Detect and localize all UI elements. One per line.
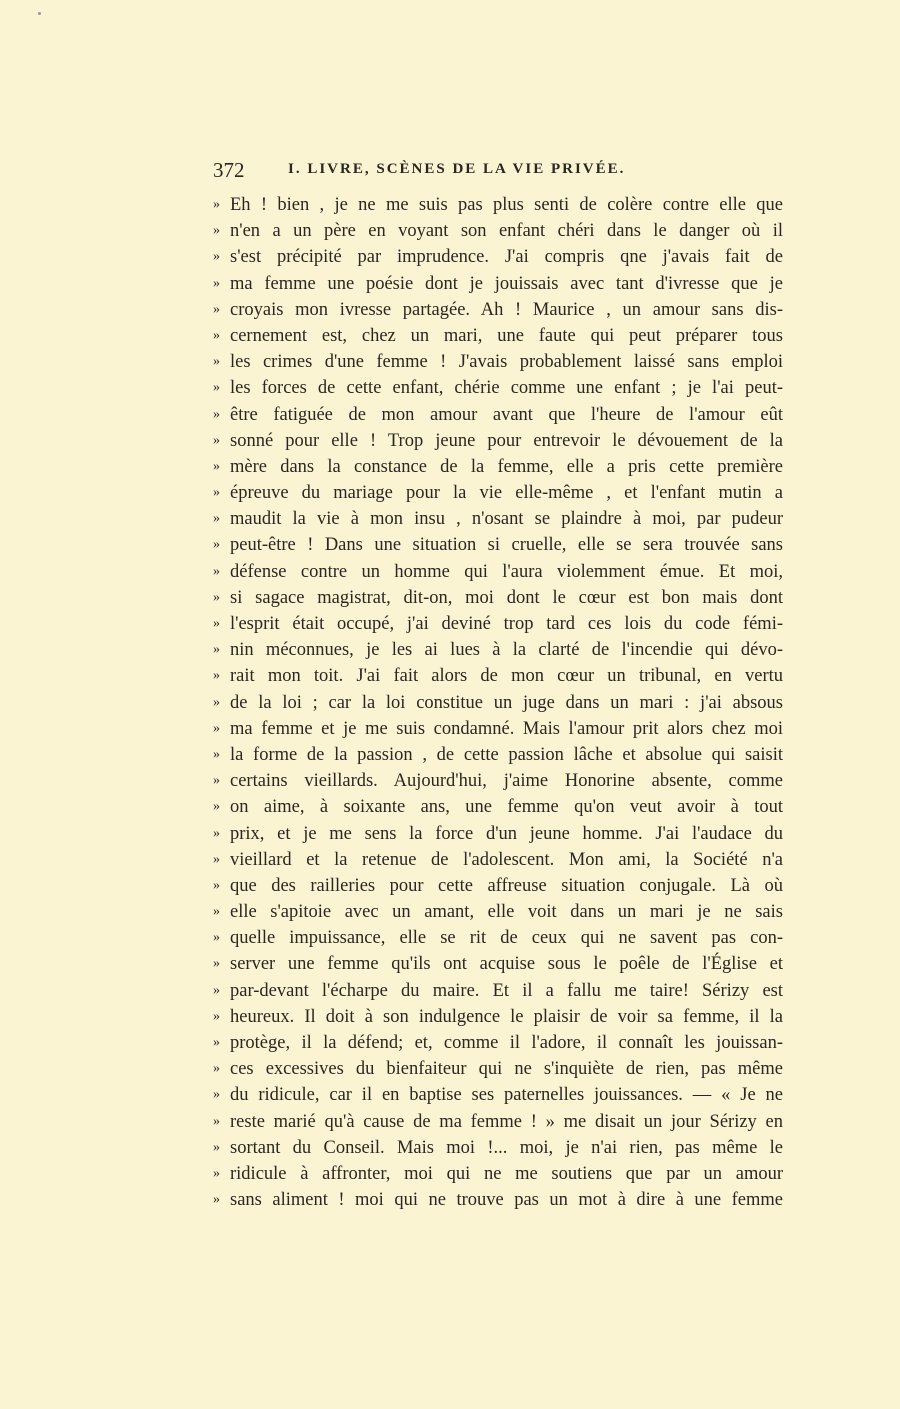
quote-mark: » (213, 1087, 220, 1103)
line-text: défense contre un homme qui l'aura violemment émue. Et moi, (230, 561, 783, 582)
line-text: sonné pour elle ! Trop jeune pour entrevoir le dévouement de la (230, 430, 783, 451)
line-text: nin méconnues, je les ai lues à la clarté de l'incendie qui dévo- (230, 640, 783, 661)
line-text: ces excessives du bienfaiteur qui ne s'inquiète de rien, pas même (230, 1059, 783, 1080)
page-number: 372 (213, 158, 245, 182)
line-text: vieillard et la retenue de l'adolescent. Mon ami, la Société n'a (230, 849, 783, 870)
line-text: les crimes d'une femme ! J'avais probablement laissé sans emploi (230, 352, 783, 373)
text-line (213, 716, 783, 742)
text-line (213, 951, 783, 977)
quote-mark: » (213, 746, 220, 762)
quote-mark: » (213, 642, 220, 658)
line-text: si sagace magistrat, dit-on, moi dont le cœur est bon mais dont (230, 587, 783, 608)
quote-mark: » (213, 825, 220, 841)
line-text: de la loi ; car la loi constitue un juge dans un mari : j'ai absous (230, 692, 783, 713)
text-line (213, 480, 783, 506)
running-header (213, 158, 783, 184)
quote-mark: » (213, 1139, 220, 1155)
line-text: reste marié qu'à cause de ma femme ! » me disait un jour Sérizy en (230, 1111, 783, 1132)
text-line (213, 1056, 783, 1082)
line-text: peut-être ! Dans une situation si cruelle, elle se sera trouvée sans (230, 535, 783, 556)
quote-mark: » (213, 275, 220, 291)
quote-mark: » (213, 1192, 220, 1208)
quote-mark: » (213, 1061, 220, 1077)
line-text: rait mon toit. J'ai fait alors de mon cœur un tribunal, en vertu (230, 666, 783, 687)
line-text: épreuve du mariage pour la vie elle-même , et l'enfant mutin a (230, 483, 783, 504)
text-line (213, 794, 783, 820)
line-text: maudit la vie à mon insu , n'osant se plaindre à moi, par pudeur (230, 509, 783, 530)
text-line (213, 323, 783, 349)
line-text: Eh ! bien , je ne me suis pas plus senti de colère contre elle que (230, 195, 783, 215)
quote-mark: » (213, 668, 220, 684)
quote-mark: » (213, 354, 220, 370)
text-line (213, 899, 783, 925)
text-line (213, 559, 783, 585)
line-text: elle s'apitoie avec un amant, elle voit dans un mari je ne sais (230, 902, 783, 923)
line-text: cernement est, chez un mari, une faute qui peut préparer tous (230, 325, 783, 346)
text-line (213, 1161, 783, 1187)
text-line (213, 1004, 783, 1030)
quote-mark: » (213, 197, 220, 212)
text-line (213, 454, 783, 480)
quote-mark: » (213, 485, 220, 501)
quote-mark: » (213, 799, 220, 815)
running-title: I. LIVRE, SCÈNES DE LA VIE PRIVÉE. (288, 161, 626, 177)
quote-mark: » (213, 327, 220, 343)
line-text: du ridicule, car il en baptise ses paternelles jouissances. — « Je ne (230, 1085, 783, 1106)
text-line (213, 978, 783, 1004)
line-text: ma femme une poésie dont je jouissais avec tant d'ivresse que je (230, 273, 783, 294)
text-line (213, 847, 783, 873)
text-line (213, 1030, 783, 1056)
line-text: sans aliment ! moi qui ne trouve pas un mot à dire à une femme (230, 1190, 783, 1211)
line-text: la forme de la passion , de cette passion lâche et absolue qui saisit (230, 744, 783, 765)
quote-mark: » (213, 432, 220, 448)
text-line (213, 873, 783, 899)
line-text: croyais mon ivresse partagée. Ah ! Maurice , un amour sans dis- (230, 299, 783, 320)
line-text: n'en a un père en voyant son enfant chéri dans le danger où il (230, 221, 783, 242)
text-line (213, 1109, 783, 1135)
line-text: on aime, à soixante ans, une femme qu'on veut avoir à tout (230, 797, 783, 818)
text-line (213, 663, 783, 689)
text-line (213, 637, 783, 663)
quote-mark: » (213, 1113, 220, 1129)
text-line (213, 271, 783, 297)
line-text: mère dans la constance de la femme, elle a pris cette première (230, 456, 783, 477)
quote-mark: » (213, 537, 220, 553)
quote-mark: » (213, 511, 220, 527)
quote-mark: » (213, 301, 220, 317)
body-text (213, 192, 783, 1213)
text-line (213, 742, 783, 768)
text-line (213, 1082, 783, 1108)
line-text: les forces de cette enfant, chérie comme une enfant ; je l'ai peut- (230, 378, 783, 399)
quote-mark: » (213, 773, 220, 789)
quote-mark: » (213, 380, 220, 396)
quote-mark: » (213, 616, 220, 631)
line-text: server une femme qu'ils ont acquise sous le poêle de l'Église et (230, 954, 783, 975)
text-line (213, 506, 783, 532)
text-line (213, 690, 783, 716)
quote-mark: » (213, 563, 220, 579)
text-line (213, 1135, 783, 1161)
line-text: heureux. Il doit à son indulgence le plaisir de voir sa femme, il la (230, 1006, 783, 1027)
text-line (213, 192, 783, 218)
quote-mark: » (213, 720, 220, 736)
text-line (213, 218, 783, 244)
quote-mark: » (213, 458, 220, 474)
quote-mark: » (213, 904, 220, 920)
line-text: ridicule à affronter, moi qui ne me soutiens que par un amour (230, 1163, 783, 1184)
text-line (213, 428, 783, 454)
line-text: que des railleries pour cette affreuse situation conjugale. Là où (230, 875, 783, 896)
line-text: par-devant l'écharpe du maire. Et il a fallu me taire! Sérizy est (230, 980, 783, 1001)
text-line (213, 821, 783, 847)
text-line (213, 611, 783, 637)
line-text: sortant du Conseil. Mais moi !... moi, je n'ai rien, pas même le (230, 1137, 783, 1158)
quote-mark: » (213, 956, 220, 972)
quote-mark: » (213, 589, 220, 605)
text-line (213, 244, 783, 270)
quote-mark: » (213, 877, 220, 893)
text-line (213, 1187, 783, 1213)
quote-mark: » (213, 851, 220, 867)
line-text: quelle impuissance, elle se rit de ceux qui ne savent pas con- (230, 928, 783, 949)
quote-mark: » (213, 249, 220, 265)
quote-mark: » (213, 223, 220, 239)
quote-mark: » (213, 1035, 220, 1050)
line-text: être fatiguée de mon amour avant que l'heure de l'amour eût (230, 404, 783, 425)
text-line (213, 402, 783, 428)
line-text: s'est précipité par imprudence. J'ai compris qne j'avais fait de (230, 247, 783, 268)
line-text: certains vieillards. Aujourd'hui, j'aime Honorine absente, comme (230, 771, 783, 792)
line-text: ma femme et je me suis condamné. Mais l'amour prit alors chez moi (230, 718, 783, 739)
text-line (213, 925, 783, 951)
line-text: l'esprit était occupé, j'ai deviné trop tard ces lois du code fémi- (230, 614, 783, 634)
text-line (213, 375, 783, 401)
quote-mark: » (213, 1008, 220, 1024)
quote-mark: » (213, 406, 220, 422)
quote-mark: » (213, 930, 220, 946)
text-line (213, 349, 783, 375)
quote-mark: » (213, 982, 220, 998)
quote-mark: » (213, 1165, 220, 1181)
text-line (213, 768, 783, 794)
text-line (213, 585, 783, 611)
scan-speck (38, 12, 41, 15)
line-text: protège, il la défend; et, comme il l'adore, il connaît les jouissan- (230, 1033, 783, 1053)
text-line (213, 297, 783, 323)
line-text: prix, et je me sens la force d'un jeune homme. J'ai l'audace du (230, 823, 783, 844)
quote-mark: » (213, 694, 220, 710)
text-line (213, 532, 783, 558)
